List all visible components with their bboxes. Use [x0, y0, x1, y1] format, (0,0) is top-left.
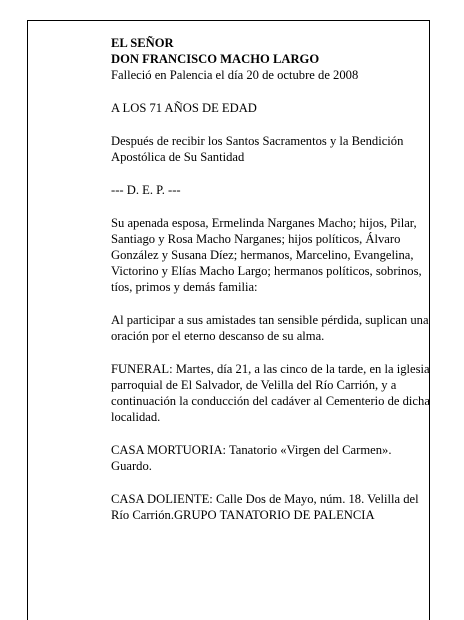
- notice-mourning-house: CASA DOLIENTE: Calle Dos de Mayo, núm. 18. Velilla del Río Carrión.GRUPO TANATORIO DE PALENCIA: [111, 492, 419, 522]
- notice-title-name: DON FRANCISCO MACHO LARGO: [111, 52, 320, 66]
- notice-death-line: Falleció en Palencia el día 20 de octubre de 2008: [111, 68, 359, 82]
- notice-header: [111, 35, 431, 83]
- notice-sacraments: Después de recibir los Santos Sacramentos y la Bendición Apostólica de Su Santidad: [111, 134, 404, 164]
- notice-age: A LOS 71 AÑOS DE EDAD: [111, 101, 257, 115]
- notice-mortuary: CASA MORTUORIA: Tanatorio «Virgen del Carmen». Guardo.: [111, 443, 392, 473]
- notice-rip: --- D. E. P. ---: [111, 183, 181, 197]
- notice-title-line1: EL SEÑOR: [111, 36, 174, 50]
- notice-request: Al participar a sus amistades tan sensible pérdida, suplican una oración por el eterno descanso de su alma.: [111, 313, 429, 343]
- death-notice: [111, 35, 431, 540]
- notice-funeral: FUNERAL: Martes, día 21, a las cinco de la tarde, en la iglesia parroquial de El Salvador, de Velilla del Río Carrión, y a continuación la conducción del cadáver al Cementerio de dicha localidad.: [111, 362, 430, 424]
- notice-family: Su apenada esposa, Ermelinda Narganes Macho; hijos, Pilar, Santiago y Rosa Macho Narganes; hijos políticos, Álvaro González y Susana Díez; hermanos, Marcelino, Evangelina, Victorino y Elías Macho Largo; hermanos políticos, sobrinos, tíos, primos y demás familia:: [111, 216, 422, 294]
